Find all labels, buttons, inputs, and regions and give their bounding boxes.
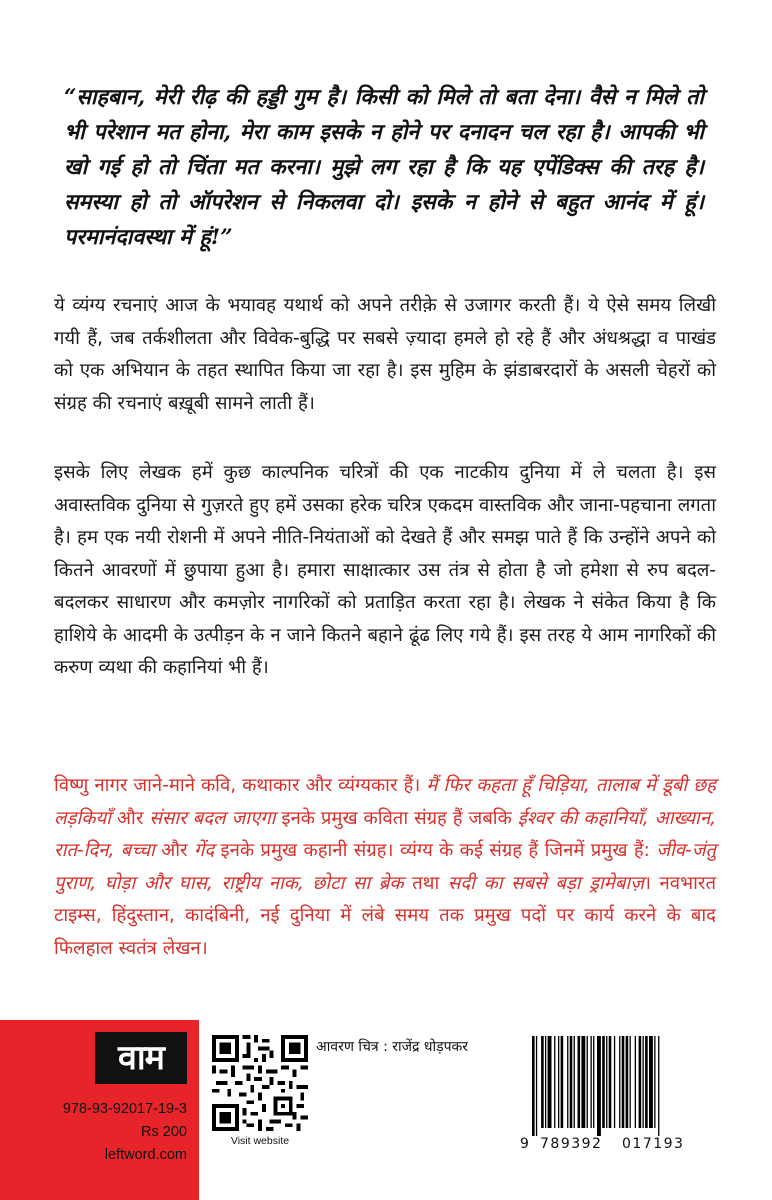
barcode-bar: [654, 1036, 655, 1128]
barcode-bar: [567, 1036, 568, 1128]
barcode-bar: [609, 1036, 612, 1128]
publisher-website[interactable]: leftword.com: [104, 1147, 187, 1163]
qr-caption: Visit website: [230, 1135, 290, 1147]
barcode-bar: [561, 1036, 564, 1128]
barcode-bar: [643, 1036, 644, 1128]
barcode-digit-group-2: 017193: [622, 1136, 685, 1152]
barcode-bar: [548, 1036, 552, 1128]
bio-title: ईश्वर की कहानियाँ, आख्यान, रात-दिन, बच्चा: [54, 807, 716, 861]
back-cover-quote: “साहबान, मेरी रीढ़ की हड्डी गुम है। किसी को मिले तो बता देना। वैसे न मिले तो भी परेशान मत होना, मेरा काम इसके न होने पर दनादन चल रहा है। आपकी भी खो गई हो तो चिंता मत करना। मुझे लग रहा है कि यह एपेंडिक्स की तरह है। समस्या हो तो ऑपरेशन से निकलवा दो। इसके न होने से बहुत आनंद में हूं। परमानंदावस्था में हूं!”: [64, 85, 704, 250]
barcode-bar: [606, 1036, 607, 1128]
description-paragraph-2: इसके लिए लेखक हमें कुछ काल्पनिक चरित्रों की एक नाटकीय दुनिया में ले चलता है। इस अवास्तविक दुनिया से गुज़रते हुए हमें उसका हरेक चरित्र एकदम वास्तविक और जाना-पहचाना लगता है। हम एक नयी रोशनी में अपने नीति-नियंताओं को देखते हैं और समझ पाते हैं कि उन्होंने अपने को कितने आवरणों में छुपाया हुआ है। हमारा साक्षात्कार उस तंत्र से होता है जो हमेशा से रुप बदल-बदलकर साधारण और कमज़ोर नागरिकों को प्रताड़ित करता रहा है। लेखक ने संकेत किया है कि हाशिये के आदमी के उत्पीड़न के न जाने कितने बहाने ढूंढ लिए गये हैं। इस तरह ये आम नागरिकों की करुण व्यथा की कहानियां भी हैं।: [54, 462, 716, 678]
qr-code-icon: [212, 1035, 308, 1131]
price-label: Rs 200: [141, 1124, 187, 1140]
barcode-bar: [581, 1036, 585, 1128]
publisher-box: [0, 1020, 199, 1200]
bio-title: मैं फिर कहता हूँ चिड़िया, तालाब में डूबी छह लड़कियाँ: [54, 775, 716, 829]
barcode-bar: [587, 1036, 588, 1128]
description-paragraph-1: ये व्यंग्य रचनाएं आज के भयावह यथार्थ को अपने तरीक़े से उजागर करती हैं। ये ऐसे समय लिखी गयी हैं, जब तर्कशीलता और विवेक-बुद्धि पर सबसे ज़्यादा हमले हो रहे हैं और अंधश्रद्धा व पाखंड को एक अभियान के तहत स्थापित किया जा रहा है। इस मुहिम के झंडाबरदारों के असली चेहरों को संग्रह की रचनाएं बख़ूबी सामने लाती हैं।: [54, 295, 716, 414]
barcode-bar: [619, 1036, 620, 1128]
bio-text: तथा: [403, 872, 448, 894]
barcode-bar: [593, 1036, 594, 1128]
isbn-number: 978-93-92017-19-3: [62, 1101, 187, 1117]
barcode-bar: [602, 1036, 605, 1128]
barcode-bar: [541, 1036, 544, 1128]
barcode-bar: [630, 1036, 631, 1128]
author-bio: [54, 770, 716, 965]
barcode-digit-first: 9: [520, 1136, 529, 1152]
barcode-digit-group-1: 789392: [540, 1136, 603, 1152]
barcode-bar: [558, 1036, 559, 1128]
barcode-bar: [645, 1036, 648, 1128]
barcode-bar: [597, 1036, 601, 1136]
bio-text: । नवभारत टाइम्स, हिंदुस्तान, कादंबिनी, नई दुनिया में लंबे समय तक प्रमुख पदों पर कार्य करने के बाद फिलहाल स्वतंत्र लेखन।: [54, 872, 716, 959]
bio-title: सदी का सबसे बड़ा ड्रामेबाज़: [447, 872, 644, 894]
bio-text: विष्णु नागर जाने-माने कवि, कथाकार और व्यंग्यकार हैं।: [54, 775, 427, 796]
bio-text: इनके प्रमुख कहानी संग्रह। व्यंग्य के कई संग्रह हैं जिनमें प्रमुख हैं:: [214, 840, 657, 861]
barcode-bar: [570, 1036, 573, 1128]
bio-text: और: [110, 807, 150, 829]
bio-title: संसार बदल जाएगा: [149, 807, 276, 829]
barcode-bar: [554, 1036, 555, 1128]
barcode-bar: [639, 1036, 642, 1128]
barcode-bar: [626, 1036, 629, 1128]
barcode-bar: [545, 1036, 546, 1128]
barcode-bar: [635, 1036, 636, 1128]
barcode-bars: [518, 1032, 704, 1136]
bio-title: जीव-जंतु पुराण, घोड़ा और घास, राष्ट्रीय नाक, छोटा सा ब्रेक: [54, 840, 716, 894]
barcode-bar: [622, 1036, 625, 1128]
barcode-bar: [614, 1036, 615, 1128]
isbn-barcode: [518, 1032, 704, 1156]
publisher-info: [63, 1098, 187, 1167]
bio-text: और: [154, 840, 194, 861]
qr-code-block[interactable]: [212, 1035, 308, 1147]
barcode-bar: [658, 1036, 659, 1136]
publisher-logo: वाम: [95, 1032, 187, 1084]
barcode-bar: [532, 1036, 535, 1136]
cover-art-credit: आवरण चित्र : राजेंद्र धोड़पकर: [316, 1039, 469, 1055]
barcode-bar: [536, 1036, 537, 1136]
bio-text: इनके प्रमुख कविता संग्रह हैं जबकि: [275, 807, 518, 829]
barcode-bar: [578, 1036, 581, 1128]
barcode-bar: [591, 1036, 592, 1128]
barcode-bar: [649, 1036, 653, 1128]
barcode-bar: [574, 1036, 575, 1128]
bio-title: गेंद: [193, 840, 215, 861]
